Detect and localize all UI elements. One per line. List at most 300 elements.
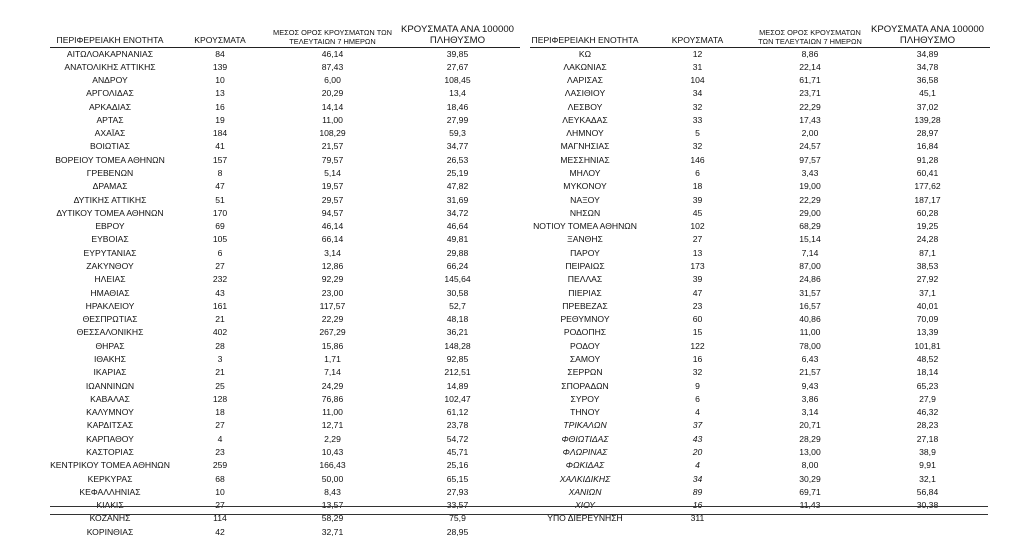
cell-cases: 21 (170, 366, 270, 379)
cell-avg7: 66,14 (270, 233, 395, 246)
cell-cases: 4 (640, 459, 755, 472)
cell-per100k: 16,84 (865, 140, 990, 153)
cell-avg7: 6,00 (270, 74, 395, 87)
cell-region: ΝΟΤΙΟΥ ΤΟΜΕΑ ΑΘΗΝΩΝ (530, 220, 640, 233)
cell-avg7: 15,86 (270, 339, 395, 352)
cell-cases: 10 (170, 74, 270, 87)
table-row (530, 485, 990, 498)
cell-avg7: 23,00 (270, 286, 395, 299)
table-row (50, 366, 520, 379)
cell-avg7: 267,29 (270, 326, 395, 339)
table-row (530, 366, 990, 379)
cell-cases: 173 (640, 260, 755, 273)
cell-per100k: 34,89 (865, 47, 990, 60)
cell-avg7: 32,71 (270, 525, 395, 538)
cell-region: ΠΡΕΒΕΖΑΣ (530, 299, 640, 312)
cell-region: ΘΗΡΑΣ (50, 339, 170, 352)
cell-region: ΚΑΛΥΜΝΟΥ (50, 406, 170, 419)
cell-cases: 5 (640, 127, 755, 140)
cell-cases: 6 (170, 246, 270, 259)
cell-cases: 16 (170, 100, 270, 113)
cell-avg7: 29,57 (270, 193, 395, 206)
cell-per100k: 49,81 (395, 233, 520, 246)
table-row (50, 47, 520, 60)
table-row (50, 459, 520, 472)
cell-region: ΜΑΓΝΗΣΙΑΣ (530, 140, 640, 153)
cell-per100k: 70,09 (865, 313, 990, 326)
header-per100k: ΚΡΟΥΣΜΑΤΑ ΑΝΑ 100000 ΠΛΗΘΥΣΜΟ (865, 14, 990, 47)
cell-region: ΛΕΥΚΑΔΑΣ (530, 113, 640, 126)
cell-cases: 60 (640, 313, 755, 326)
cell-region: ΕΒΡΟΥ (50, 220, 170, 233)
right-header-row (530, 14, 990, 47)
table-row (530, 246, 990, 259)
cell-cases: 42 (170, 525, 270, 538)
table-row (50, 127, 520, 140)
table-row (50, 246, 520, 259)
cell-per100k: 139,28 (865, 113, 990, 126)
cell-avg7: 76,86 (270, 392, 395, 405)
table-row (530, 100, 990, 113)
cell-cases: 10 (170, 485, 270, 498)
cell-region: ΒΟΙΩΤΙΑΣ (50, 140, 170, 153)
cell-per100k: 45,71 (395, 445, 520, 458)
cell-per100k: 91,28 (865, 153, 990, 166)
cell-per100k: 34,77 (395, 140, 520, 153)
cell-per100k: 30,38 (865, 499, 990, 512)
cell-cases: 23 (640, 299, 755, 312)
cell-region: ΑΡΚΑΔΙΑΣ (50, 100, 170, 113)
cell-region: ΚΕΦΑΛΛΗΝΙΑΣ (50, 485, 170, 498)
cell-avg7: 50,00 (270, 472, 395, 485)
cell-avg7: 29,00 (755, 206, 865, 219)
cell-region: ΑΝΔΡΟΥ (50, 74, 170, 87)
left-table-body (50, 47, 520, 538)
right-table-body (530, 47, 990, 525)
header-avg7: ΜΕΣΟΣ ΟΡΟΣ ΚΡΟΥΣΜΑΤΩΝ ΤΩΝ ΤΕΛΕΥΤΑΙΩΝ 7 ΗΜΕΡΩΝ (755, 14, 865, 47)
header-cases: ΚΡΟΥΣΜΑΤΑ (170, 14, 270, 47)
cell-region: ΑΙΤΩΛΟΑΚΑΡΝΑΝΙΑΣ (50, 47, 170, 60)
cell-per100k: 32,1 (865, 472, 990, 485)
cell-avg7: 15,14 (755, 233, 865, 246)
cell-cases: 21 (170, 313, 270, 326)
table-row (50, 339, 520, 352)
cell-per100k: 92,85 (395, 352, 520, 365)
cell-region: ΧΙΟΥ (530, 499, 640, 512)
table-row (50, 432, 520, 445)
cell-per100k: 36,21 (395, 326, 520, 339)
cell-avg7: 3,86 (755, 392, 865, 405)
cell-per100k: 87,1 (865, 246, 990, 259)
table-row (530, 379, 990, 392)
cell-region: ΡΕΘΥΜΝΟΥ (530, 313, 640, 326)
cell-per100k: 102,47 (395, 392, 520, 405)
left-header-row (50, 14, 520, 47)
cell-region: ΚΕΝΤΡΙΚΟΥ ΤΟΜΕΑ ΑΘΗΝΩΝ (50, 460, 170, 471)
cell-per100k: 38,53 (865, 260, 990, 273)
cell-avg7: 19,00 (755, 180, 865, 193)
cell-per100k: 48,52 (865, 352, 990, 365)
cell-avg7: 11,00 (270, 406, 395, 419)
cell-avg7: 10,43 (270, 445, 395, 458)
cell-avg7: 46,14 (270, 47, 395, 60)
table-row (530, 140, 990, 153)
cell-per100k: 33,57 (395, 499, 520, 512)
cell-per100k: 27,9 (865, 392, 990, 405)
table-row (530, 406, 990, 419)
cell-per100k: 30,58 (395, 286, 520, 299)
cell-cases: 259 (170, 459, 270, 472)
cell-per100k: 60,41 (865, 167, 990, 180)
table-row (530, 459, 990, 472)
cell-region: ΞΑΝΘΗΣ (530, 233, 640, 246)
cell-avg7: 92,29 (270, 273, 395, 286)
cell-avg7: 2,29 (270, 432, 395, 445)
cell-region: ΥΠΟ ΔΙΕΡΕΥΝΗΣΗ (530, 512, 640, 525)
cell-region: ΛΕΣΒΟΥ (530, 100, 640, 113)
cell-avg7: 68,29 (755, 220, 865, 233)
table-row (50, 140, 520, 153)
cell-region: ΘΕΣΣΑΛΟΝΙΚΗΣ (50, 326, 170, 339)
cell-cases: 104 (640, 74, 755, 87)
table-row (530, 339, 990, 352)
cell-cases: 27 (640, 233, 755, 246)
table-row (50, 286, 520, 299)
cell-region: ΚΟΖΑΝΗΣ (50, 512, 170, 525)
cell-per100k: 27,93 (395, 485, 520, 498)
table-row (530, 180, 990, 193)
cell-region: ΧΑΝΙΩΝ (530, 485, 640, 498)
cell-cases: 27 (170, 499, 270, 512)
cell-per100k: 28,23 (865, 419, 990, 432)
table-row (530, 87, 990, 100)
cell-per100k: 9,91 (865, 459, 990, 472)
cell-avg7: 5,14 (270, 167, 395, 180)
table-row (530, 167, 990, 180)
cell-region: ΚΙΛΚΙΣ (50, 499, 170, 512)
cell-avg7: 97,57 (755, 153, 865, 166)
table-row (530, 445, 990, 458)
cell-region: ΜΥΚΟΝΟΥ (530, 180, 640, 193)
cell-cases: 41 (170, 140, 270, 153)
cell-per100k: 101,81 (865, 339, 990, 352)
cell-cases: 16 (640, 352, 755, 365)
cell-per100k: 34,78 (865, 60, 990, 73)
cell-cases: 34 (640, 472, 755, 485)
cell-avg7: 7,14 (270, 366, 395, 379)
table-row (530, 432, 990, 445)
table-row (50, 273, 520, 286)
cell-avg7: 46,14 (270, 220, 395, 233)
cell-region: ΤΡΙΚΑΛΩΝ (530, 419, 640, 432)
table-row (530, 206, 990, 219)
left-table (50, 14, 520, 539)
cell-region: ΛΗΜΝΟΥ (530, 127, 640, 140)
cell-region: ΛΑΚΩΝΙΑΣ (530, 60, 640, 73)
cell-cases: 3 (170, 352, 270, 365)
cell-region: ΠΕΛΛΑΣ (530, 273, 640, 286)
table-row (50, 220, 520, 233)
cell-cases: 89 (640, 485, 755, 498)
table-row (530, 60, 990, 73)
table-row (530, 419, 990, 432)
table-row (530, 299, 990, 312)
table-row (50, 100, 520, 113)
header-region: ΠΕΡΙΦΕΡΕΙΑΚΗ ΕΝΟΤΗΤΑ (50, 14, 170, 47)
cell-per100k: 37,02 (865, 100, 990, 113)
cell-cases: 84 (170, 47, 270, 60)
cell-per100k: 37,1 (865, 286, 990, 299)
table-row (530, 113, 990, 126)
cell-region: ΘΕΣΠΡΩΤΙΑΣ (50, 313, 170, 326)
table-row (530, 74, 990, 87)
cell-cases: 18 (640, 180, 755, 193)
cell-region: ΙΚΑΡΙΑΣ (50, 366, 170, 379)
cell-cases: 157 (170, 153, 270, 166)
cell-avg7: 11,43 (755, 499, 865, 512)
cell-avg7: 166,43 (270, 459, 395, 472)
table-row (530, 326, 990, 339)
table-row (530, 47, 990, 60)
cell-cases: 31 (640, 60, 755, 73)
header-per100k: ΚΡΟΥΣΜΑΤΑ ΑΝΑ 100000 ΠΛΗΘΥΣΜΟ (395, 14, 520, 47)
cell-region: ΦΛΩΡΙΝΑΣ (530, 445, 640, 458)
cell-cases: 15 (640, 326, 755, 339)
cell-per100k: 108,45 (395, 74, 520, 87)
cell-per100k: 13,39 (865, 326, 990, 339)
cell-per100k: 18,46 (395, 100, 520, 113)
header-cases: ΚΡΟΥΣΜΑΤΑ (640, 14, 755, 47)
cell-avg7: 117,57 (270, 299, 395, 312)
cell-per100k: 18,14 (865, 366, 990, 379)
right-table-panel (530, 14, 990, 526)
cell-per100k: 66,24 (395, 260, 520, 273)
cell-region: ΚΟΡΙΝΘΙΑΣ (50, 525, 170, 538)
cell-per100k: 75,9 (395, 512, 520, 525)
left-table-panel (50, 14, 530, 539)
cell-per100k: 24,28 (865, 233, 990, 246)
cell-avg7: 14,14 (270, 100, 395, 113)
cell-avg7: 3,43 (755, 167, 865, 180)
cell-per100k: 29,88 (395, 246, 520, 259)
cell-avg7: 12,86 (270, 260, 395, 273)
cell-cases: 146 (640, 153, 755, 166)
table-row (50, 193, 520, 206)
cell-cases: 170 (170, 206, 270, 219)
cell-cases: 25 (170, 379, 270, 392)
table-row (530, 153, 990, 166)
cell-region: ΣΥΡΟΥ (530, 392, 640, 405)
bottom-rule (50, 506, 988, 507)
cell-cases: 9 (640, 379, 755, 392)
cell-region: ΔΥΤΙΚΟΥ ΤΟΜΕΑ ΑΘΗΝΩΝ (50, 206, 170, 219)
bottom-rule-lower (50, 514, 988, 515)
table-row (50, 313, 520, 326)
cell-per100k: 40,01 (865, 299, 990, 312)
cell-cases: 311 (640, 512, 755, 525)
table-row (50, 326, 520, 339)
cell-per100k: 54,72 (395, 432, 520, 445)
cell-cases: 32 (640, 100, 755, 113)
right-table (530, 14, 990, 526)
cell-cases: 47 (640, 286, 755, 299)
cell-cases: 51 (170, 193, 270, 206)
cell-avg7: 69,71 (755, 485, 865, 498)
cell-cases: 102 (640, 220, 755, 233)
cell-cases: 16 (640, 499, 755, 512)
table-row (50, 233, 520, 246)
cell-per100k: 38,9 (865, 445, 990, 458)
cell-per100k: 27,67 (395, 60, 520, 73)
cell-avg7: 20,71 (755, 419, 865, 432)
cell-per100k: 36,58 (865, 74, 990, 87)
cell-per100k: 65,23 (865, 379, 990, 392)
cell-region: ΚΕΡΚΥΡΑΣ (50, 472, 170, 485)
cell-avg7: 16,57 (755, 299, 865, 312)
cell-region: ΕΥΒΟΙΑΣ (50, 233, 170, 246)
table-row (50, 167, 520, 180)
cell-avg7: 22,29 (755, 193, 865, 206)
cell-per100k: 13,4 (395, 87, 520, 100)
cell-avg7: 19,57 (270, 180, 395, 193)
cell-cases: 402 (170, 326, 270, 339)
cell-cases: 23 (170, 445, 270, 458)
table-row (530, 472, 990, 485)
cell-avg7: 8,00 (755, 459, 865, 472)
cell-cases: 18 (170, 406, 270, 419)
cell-region: ΚΩ (530, 47, 640, 60)
table-row (530, 233, 990, 246)
cell-cases: 32 (640, 366, 755, 379)
cell-cases: 39 (640, 193, 755, 206)
cell-region: ΠΕΙΡΑΙΩΣ (530, 260, 640, 273)
cell-region: ΖΑΚΥΝΘΟΥ (50, 260, 170, 273)
table-row (50, 153, 520, 166)
cell-region: ΑΧΑΪΑΣ (50, 127, 170, 140)
cell-per100k: 28,95 (395, 525, 520, 538)
cell-per100k: 177,62 (865, 180, 990, 193)
cell-per100k: 187,17 (865, 193, 990, 206)
cell-per100k: 47,82 (395, 180, 520, 193)
cell-avg7: 11,00 (755, 326, 865, 339)
cell-avg7: 3,14 (755, 406, 865, 419)
cell-region: ΠΙΕΡΙΑΣ (530, 286, 640, 299)
cell-per100k: 23,78 (395, 419, 520, 432)
cell-avg7: 21,57 (270, 140, 395, 153)
cell-avg7: 22,29 (755, 100, 865, 113)
cell-avg7: 21,57 (755, 366, 865, 379)
cell-region: ΑΡΓΟΛΙΔΑΣ (50, 87, 170, 100)
cell-cases: 139 (170, 60, 270, 73)
cell-avg7: 30,29 (755, 472, 865, 485)
cell-region: ΣΠΟΡΑΔΩΝ (530, 379, 640, 392)
cell-region: ΕΥΡΥΤΑΝΙΑΣ (50, 246, 170, 259)
cell-cases: 4 (170, 432, 270, 445)
cell-avg7: 12,71 (270, 419, 395, 432)
cell-per100k: 25,16 (395, 459, 520, 472)
table-row (530, 392, 990, 405)
cell-cases: 43 (170, 286, 270, 299)
table-row (50, 60, 520, 73)
cell-per100k: 27,18 (865, 432, 990, 445)
table-row (50, 406, 520, 419)
table-row (50, 485, 520, 498)
table-row (530, 193, 990, 206)
cell-region: ΚΑΣΤΟΡΙΑΣ (50, 445, 170, 458)
cell-cases: 68 (170, 472, 270, 485)
table-row (50, 299, 520, 312)
cell-avg7: 13,00 (755, 445, 865, 458)
cell-cases: 47 (170, 180, 270, 193)
cell-region: ΑΡΤΑΣ (50, 113, 170, 126)
cell-cases: 13 (170, 87, 270, 100)
table-row (530, 220, 990, 233)
cell-cases: 34 (640, 87, 755, 100)
cell-avg7: 87,43 (270, 60, 395, 73)
cell-avg7: 13,57 (270, 499, 395, 512)
cell-region: ΡΟΔΟΥ (530, 339, 640, 352)
cell-avg7: 22,29 (270, 313, 395, 326)
cell-avg7: 31,57 (755, 286, 865, 299)
cell-avg7: 2,00 (755, 127, 865, 140)
cell-per100k: 59,3 (395, 127, 520, 140)
cell-cases: 37 (640, 419, 755, 432)
cell-avg7: 87,00 (755, 260, 865, 273)
cell-per100k: 27,99 (395, 113, 520, 126)
cell-per100k: 212,51 (395, 366, 520, 379)
cell-avg7: 8,86 (755, 47, 865, 60)
cell-region: ΧΑΛΚΙΔΙΚΗΣ (530, 472, 640, 485)
cell-avg7: 3,14 (270, 246, 395, 259)
cell-cases: 6 (640, 167, 755, 180)
cell-per100k: 28,97 (865, 127, 990, 140)
cell-cases: 69 (170, 220, 270, 233)
cell-avg7: 7,14 (755, 246, 865, 259)
cell-cases: 32 (640, 140, 755, 153)
cell-avg7: 1,71 (270, 352, 395, 365)
cell-region: ΔΥΤΙΚΗΣ ΑΤΤΙΚΗΣ (50, 193, 170, 206)
cell-avg7: 24,86 (755, 273, 865, 286)
cell-cases: 4 (640, 406, 755, 419)
cell-per100k: 46,32 (865, 406, 990, 419)
table-row (50, 419, 520, 432)
table-row (50, 472, 520, 485)
table-row (530, 127, 990, 140)
cell-region: ΑΝΑΤΟΛΙΚΗΣ ΑΤΤΙΚΗΣ (50, 60, 170, 73)
cell-avg7: 11,00 (270, 113, 395, 126)
cell-avg7: 58,29 (270, 512, 395, 525)
table-row (50, 180, 520, 193)
cell-avg7: 61,71 (755, 74, 865, 87)
cell-per100k: 61,12 (395, 406, 520, 419)
cell-per100k: 45,1 (865, 87, 990, 100)
cell-region: ΙΩΑΝΝΙΝΩΝ (50, 379, 170, 392)
header-region: ΠΕΡΙΦΕΡΕΙΑΚΗ ΕΝΟΤΗΤΑ (530, 14, 640, 47)
cell-cases: 28 (170, 339, 270, 352)
cell-region: ΗΛΕΙΑΣ (50, 273, 170, 286)
cell-avg7: 78,00 (755, 339, 865, 352)
cell-avg7: 9,43 (755, 379, 865, 392)
cell-region: ΛΑΡΙΣΑΣ (530, 74, 640, 87)
cell-avg7: 108,29 (270, 127, 395, 140)
cell-avg7: 40,86 (755, 313, 865, 326)
cell-per100k: 26,53 (395, 153, 520, 166)
cell-cases: 20 (640, 445, 755, 458)
cell-per100k: 25,19 (395, 167, 520, 180)
cell-cases: 12 (640, 47, 755, 60)
table-row (530, 260, 990, 273)
cell-avg7: 94,57 (270, 206, 395, 219)
